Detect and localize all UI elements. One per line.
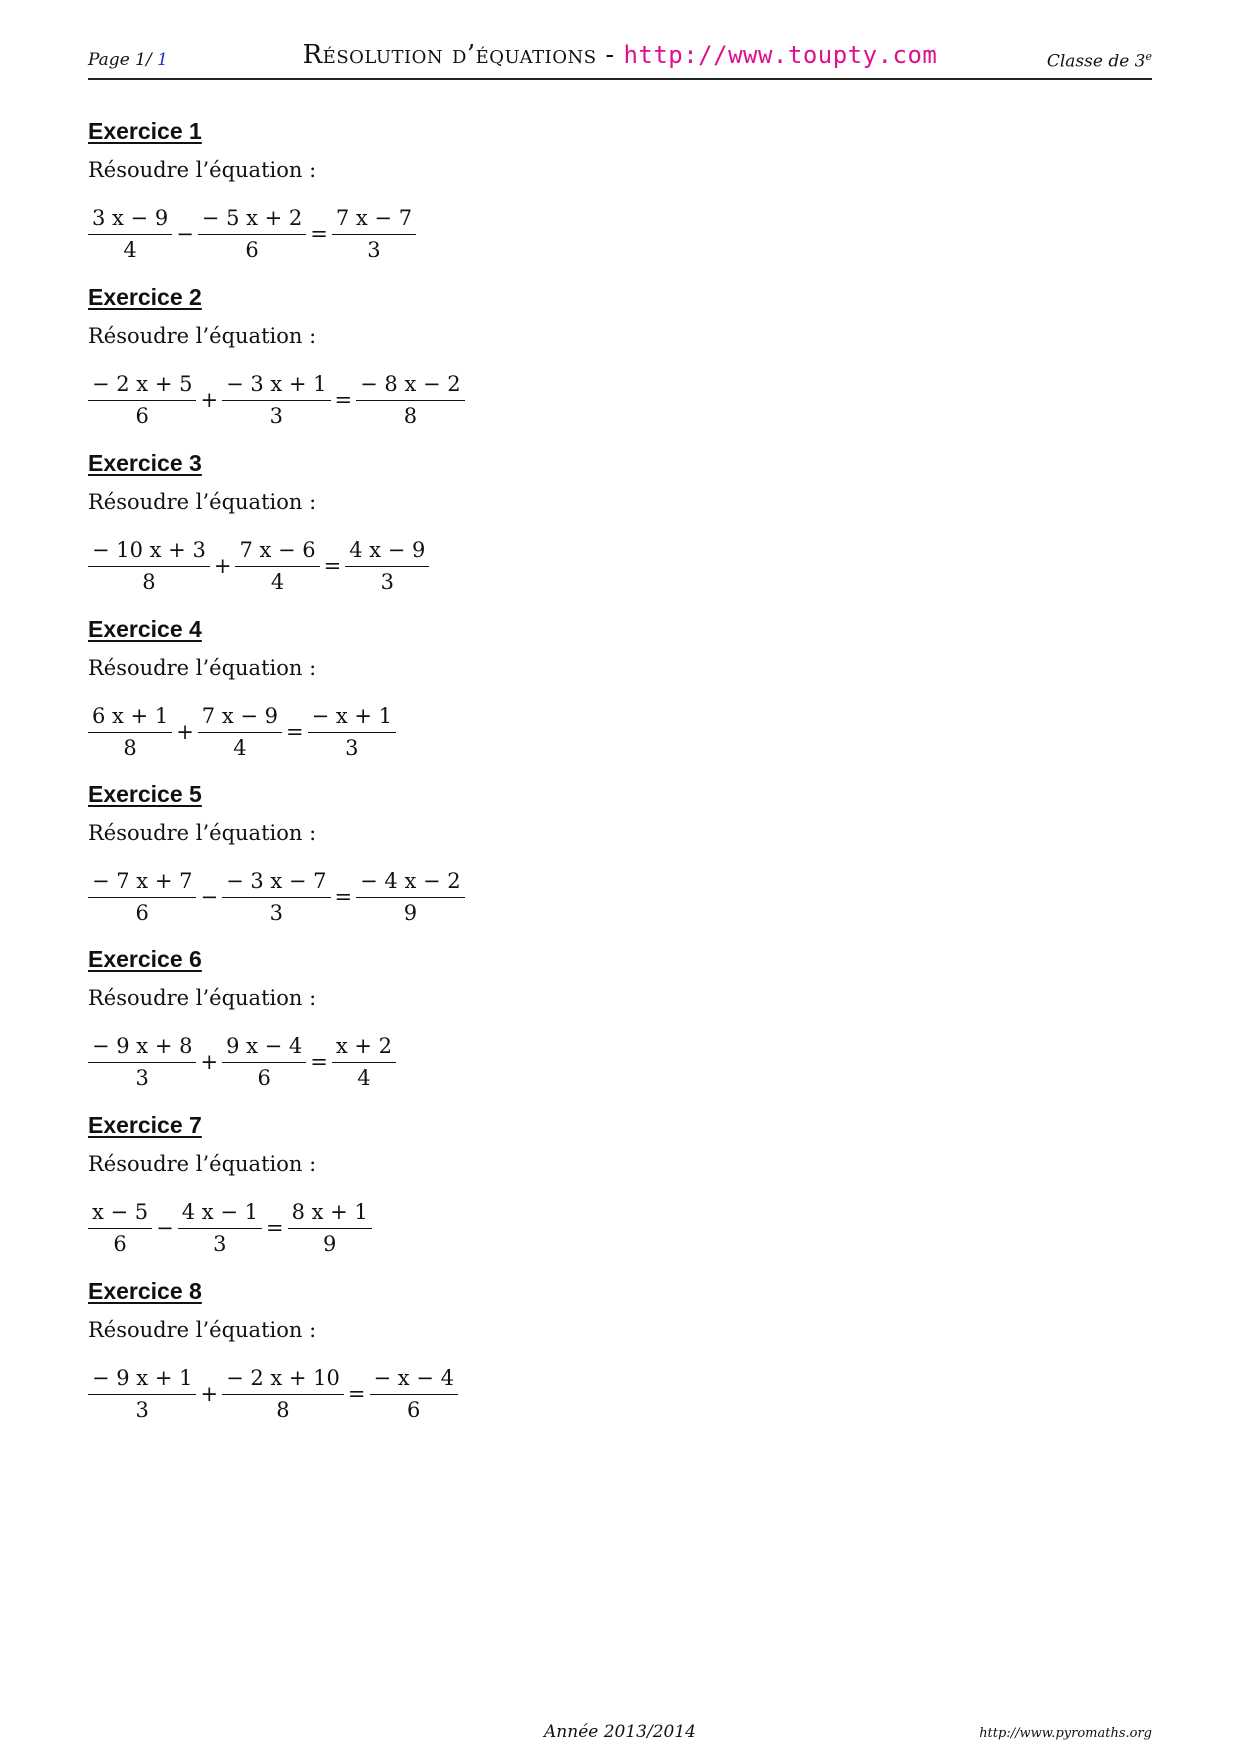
fraction [88,206,172,262]
numerator: 4 x − 9 [345,538,429,567]
equals-sign: = [323,554,342,578]
header-url-link[interactable]: http://www.toupty.com [623,41,938,69]
equals-sign: = [334,388,353,412]
denominator: 3 [213,1232,227,1256]
denominator: 8 [123,736,137,760]
title-text: Résolution d’équations - [302,40,615,70]
fraction [308,704,396,760]
fraction [88,869,196,925]
fraction [222,372,330,428]
fraction [235,538,319,594]
exercise-title: Exercice 2 [88,284,202,310]
equation [88,869,465,925]
fraction [356,869,464,925]
exercise-title: Exercice 1 [88,118,202,144]
denominator: 3 [269,404,283,428]
numerator: − x − 4 [370,1366,458,1395]
operator: + [200,388,219,412]
numerator: 7 x − 6 [235,538,319,567]
page-header [88,40,1152,80]
equation [88,206,416,262]
exercise-instruction: Résoudre l’équation : [88,1318,317,1342]
exercise-title: Exercice 6 [88,946,202,972]
exercise-block [88,284,688,428]
denominator: 3 [345,736,359,760]
denominator: 3 [135,1066,149,1090]
equation [88,538,429,594]
exercise-title: Exercice 3 [88,450,202,476]
numerator: 7 x − 9 [198,704,282,733]
equation [88,372,465,428]
exercise-block [88,781,688,925]
denominator: 3 [135,1398,149,1422]
denominator: 9 [403,901,418,925]
fraction [288,1200,372,1256]
denominator: 8 [142,570,156,594]
footer-year: Année 2013/2014 [544,1722,696,1742]
fraction [222,1366,344,1422]
numerator: − 2 x + 10 [222,1366,344,1395]
class-label-sup: e [1145,50,1152,63]
denominator: 4 [270,570,285,594]
equation [88,1366,458,1422]
exercise-title: Exercice 7 [88,1112,202,1138]
exercise-instruction: Résoudre l’équation : [88,1152,317,1176]
exercise-title: Exercice 8 [88,1278,202,1304]
fraction [222,869,330,925]
denominator: 8 [276,1398,290,1422]
operator: + [200,1050,219,1074]
denominator: 4 [357,1066,371,1090]
exercise-instruction: Résoudre l’équation : [88,324,317,348]
numerator: 6 x + 1 [88,704,172,733]
operator: + [176,720,194,744]
equals-sign: = [265,1216,284,1240]
numerator: 3 x − 9 [88,206,172,235]
numerator: − 9 x + 8 [88,1034,196,1063]
numerator: − 3 x + 1 [222,372,330,401]
numerator: − 4 x − 2 [356,869,464,898]
footer-site-link[interactable]: http://www.pyromaths.org [979,1726,1152,1741]
page-total-link[interactable]: 1 [157,50,168,70]
exercise-block [88,1278,688,1422]
exercise-block [88,118,688,262]
numerator: 4 x − 1 [178,1200,262,1229]
equals-sign: = [310,222,328,246]
numerator: − 8 x − 2 [356,372,464,401]
exercise-instruction: Résoudre l’équation : [88,986,317,1010]
numerator: x − 5 [88,1200,152,1229]
document-title [88,40,1152,70]
fraction [88,1200,152,1256]
denominator: 4 [233,736,247,760]
fraction [198,704,282,760]
exercise-instruction: Résoudre l’équation : [88,821,317,845]
equals-sign: = [310,1050,328,1074]
exercise-block [88,1112,688,1256]
fraction [222,1034,306,1090]
equation [88,704,396,760]
fraction [198,206,306,262]
denominator: 3 [269,901,283,925]
numerator: 7 x − 7 [332,206,416,235]
fraction [88,1034,196,1090]
operator: + [200,1382,219,1406]
exercise-block [88,616,688,760]
numerator: − x + 1 [308,704,396,733]
denominator: 6 [407,1398,421,1422]
denominator: 8 [403,404,418,428]
fraction [356,372,464,428]
operator: − [156,1216,174,1240]
class-label-text: Classe de 3 [1046,51,1146,72]
denominator: 6 [135,404,149,428]
fraction [178,1200,262,1256]
exercise-block [88,450,688,594]
fraction [332,1034,396,1090]
numerator: x + 2 [332,1034,396,1063]
equation [88,1200,372,1256]
exercise-title: Exercice 5 [88,781,202,807]
fraction [88,372,196,428]
operator: − [176,222,194,246]
page-label: Page 1/ [88,50,152,70]
denominator: 6 [257,1066,271,1090]
numerator: 9 x − 4 [222,1034,306,1063]
exercise-instruction: Résoudre l’équation : [88,490,317,514]
class-label [1047,50,1152,72]
fraction [370,1366,458,1422]
equals-sign: = [285,720,304,744]
numerator: − 7 x + 7 [88,869,196,898]
denominator: 3 [380,570,395,594]
numerator: − 10 x + 3 [88,538,210,567]
fraction [88,538,210,594]
denominator: 6 [245,238,259,262]
equals-sign: = [334,885,353,909]
equals-sign: = [347,1382,366,1406]
fraction [345,538,429,594]
exercise-block [88,946,688,1090]
numerator: − 2 x + 5 [88,372,196,401]
operator: − [200,885,219,909]
denominator: 6 [135,901,149,925]
numerator: 8 x + 1 [288,1200,372,1229]
fraction [332,206,416,262]
exercise-instruction: Résoudre l’équation : [88,158,317,182]
fraction [88,704,172,760]
numerator: − 9 x + 1 [88,1366,196,1395]
numerator: − 3 x − 7 [222,869,330,898]
denominator: 4 [123,238,137,262]
operator: + [213,554,232,578]
denominator: 3 [367,238,381,262]
exercise-title: Exercice 4 [88,616,202,642]
denominator: 6 [113,1232,127,1256]
equation [88,1034,396,1090]
numerator: − 5 x + 2 [198,206,306,235]
fraction [88,1366,196,1422]
exercise-instruction: Résoudre l’équation : [88,656,317,680]
denominator: 9 [322,1232,337,1256]
